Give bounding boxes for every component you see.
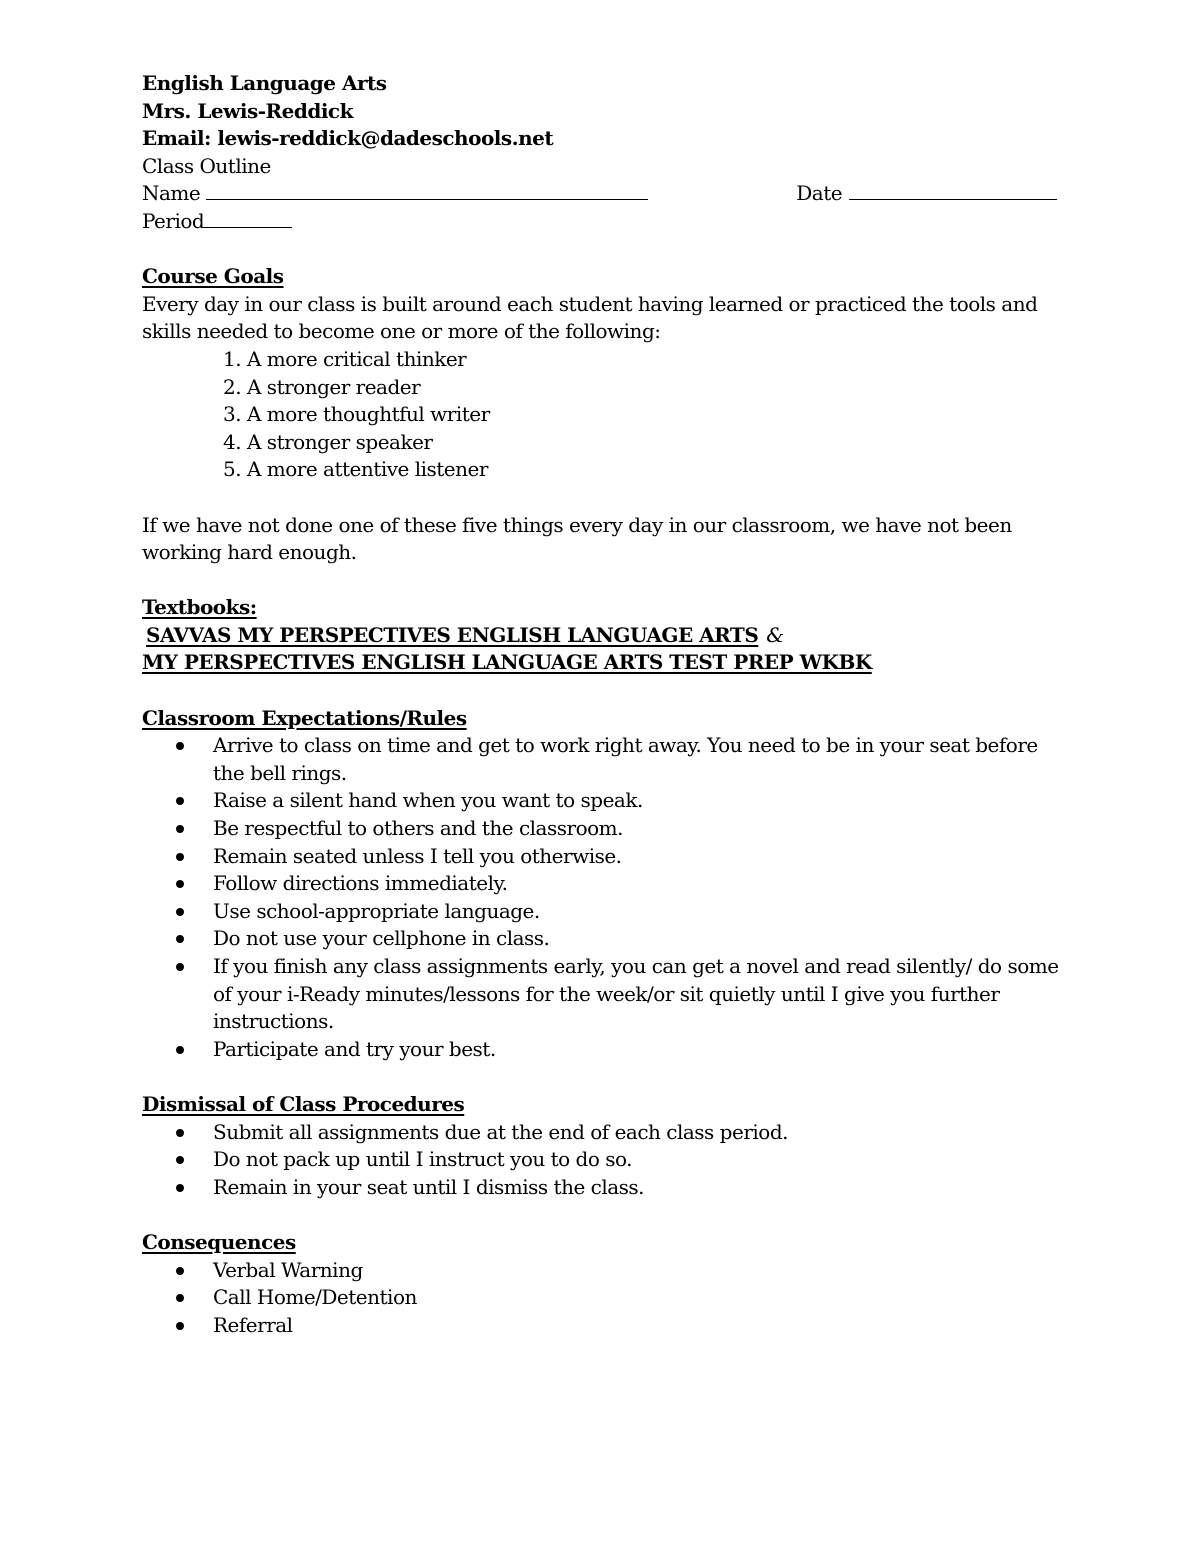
list-item: Remain seated unless I tell you otherwise. <box>142 843 1072 871</box>
consequences-heading: Consequences <box>142 1229 296 1254</box>
course-goals-heading: Course Goals <box>142 264 284 289</box>
name-blank[interactable] <box>206 180 648 200</box>
list-item: Use school-appropriate language. <box>142 898 1072 926</box>
list-item: Be respectful to others and the classroom. <box>142 815 1072 843</box>
date-blank[interactable] <box>849 180 1057 200</box>
ampersand: & <box>766 622 784 647</box>
period-blank[interactable] <box>204 208 292 228</box>
rules-list <box>142 732 1072 1063</box>
list-item: 4. A stronger speaker <box>247 429 1072 457</box>
textbook-2: MY PERSPECTIVES ENGLISH LANGUAGE ARTS TEST PREP WKBK <box>142 650 872 675</box>
course-title: English Language Arts <box>142 71 387 95</box>
document-content <box>142 70 1072 1339</box>
list-item: 3. A more thoughtful writer <box>247 401 1072 429</box>
list-item: 2. A stronger reader <box>247 374 1072 402</box>
list-item: Arrive to class on time and get to work right away. You need to be in your seat before the bell rings. <box>142 732 1072 787</box>
course-goals-list <box>142 346 1072 484</box>
name-label: Name <box>142 181 201 206</box>
period-label: Period <box>142 208 205 233</box>
textbook-1: SAVVAS MY PERSPECTIVES ENGLISH LANGUAGE ARTS <box>146 622 759 647</box>
list-item: 1. A more critical thinker <box>247 346 1072 374</box>
document-subtitle: Class Outline <box>142 153 271 178</box>
list-item: Referral <box>142 1312 1072 1340</box>
list-item: Follow directions immediately. <box>142 870 1072 898</box>
textbooks-heading: Textbooks: <box>142 595 257 620</box>
list-item: 5. A more attentive listener <box>247 456 1072 484</box>
period-row <box>142 208 1072 236</box>
list-item: Do not pack up until I instruct you to do so. <box>142 1146 1072 1174</box>
rules-heading: Classroom Expectations/Rules <box>142 705 467 730</box>
list-item: Raise a silent hand when you want to speak. <box>142 787 1072 815</box>
course-goals-closing: If we have not done one of these five things every day in our classroom, we have not been working hard enough. <box>142 512 1012 565</box>
list-item: Participate and try your best. <box>142 1036 1072 1064</box>
list-item: Submit all assignments due at the end of each class period. <box>142 1119 1072 1147</box>
list-item: Do not use your cellphone in class. <box>142 925 1072 953</box>
list-item: Call Home/Detention <box>142 1284 1072 1312</box>
list-item: Remain in your seat until I dismiss the class. <box>142 1174 1072 1202</box>
dismissal-list <box>142 1119 1072 1202</box>
textbook-line-1 <box>142 622 1072 650</box>
name-date-row <box>142 180 1072 208</box>
list-item: Verbal Warning <box>142 1257 1072 1285</box>
teacher-email: Email: lewis-reddick@dadeschools.net <box>142 126 554 151</box>
course-goals-intro: Every day in our class is built around each student having learned or practiced the tools and skills needed to become one or more of the following: <box>142 291 1038 344</box>
date-label: Date <box>796 181 843 206</box>
dismissal-heading: Dismissal of Class Procedures <box>142 1091 465 1116</box>
list-item: If you finish any class assignments early, you can get a novel and read silently/ do some of your i-Ready minutes/lessons for the week/or sit quietly until I give you further instructions. <box>142 953 1072 1036</box>
teacher-name: Mrs. Lewis-Reddick <box>142 98 353 123</box>
consequences-list <box>142 1257 1072 1340</box>
